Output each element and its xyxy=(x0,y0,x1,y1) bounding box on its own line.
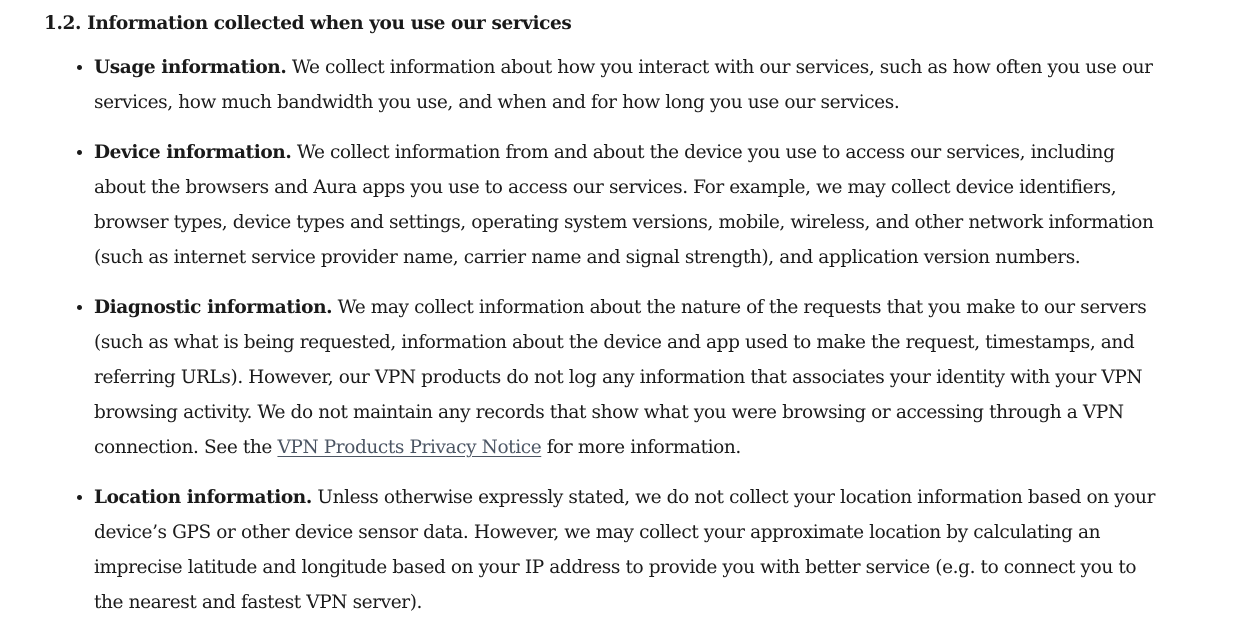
bullet-icon xyxy=(77,65,82,70)
section-heading: 1.2. Information collected when you use our services xyxy=(44,13,572,34)
item-lead-location-information: Location information. xyxy=(94,487,312,508)
information-list xyxy=(94,50,1164,618)
item-lead-diagnostic-information: Diagnostic information. xyxy=(94,297,333,318)
item-text-location-information: Unless otherwise expressly stated, we do not collect your location information based on your device’s GPS or other device sensor data. However, we may collect your approximate location by calculating an imprecise latitude and longitude based on your IP address to provide you with better service (e.g. to connect you to the nearest and fastest VPN server). xyxy=(94,487,1156,613)
list-item-usage-information xyxy=(94,50,1164,120)
item-lead-device-information: Device information. xyxy=(94,142,292,163)
bullet-icon xyxy=(77,305,82,310)
list-item-device-information xyxy=(94,135,1164,275)
item-text-diagnostic-information: We may collect information about the nature of the requests that you make to our servers (such as what is being requested, information about the device and app used to make the request, timestamps, and referring URLs). However, our VPN products do not log any information that associates your identity with your VPN browsing activity. We do not maintain any records that show what you were browsing or accessing through a VPN connection. See the xyxy=(94,297,1147,458)
bullet-icon xyxy=(77,495,82,500)
item-text-diagnostic-information-end: for more information. xyxy=(541,437,741,458)
item-text-device-information: We collect information from and about the device you use to access our services, including about the browsers and Aura apps you use to access our services. For example, we may collect device identifiers, browser types, device types and settings, operating system versions, mobile, wireless, and other network information (such as internet service provider name, carrier name and signal strength), and application version numbers. xyxy=(94,142,1154,268)
item-lead-usage-information: Usage information. xyxy=(94,57,287,78)
list-item-location-information xyxy=(94,480,1164,618)
bullet-icon xyxy=(77,150,82,155)
item-text-usage-information: We collect information about how you interact with our services, such as how often you use our services, how much bandwidth you use, and when and for how long you use our services. xyxy=(94,57,1153,113)
list-item-diagnostic-information xyxy=(94,290,1164,465)
vpn-products-privacy-notice-link[interactable]: VPN Products Privacy Notice xyxy=(277,437,542,458)
